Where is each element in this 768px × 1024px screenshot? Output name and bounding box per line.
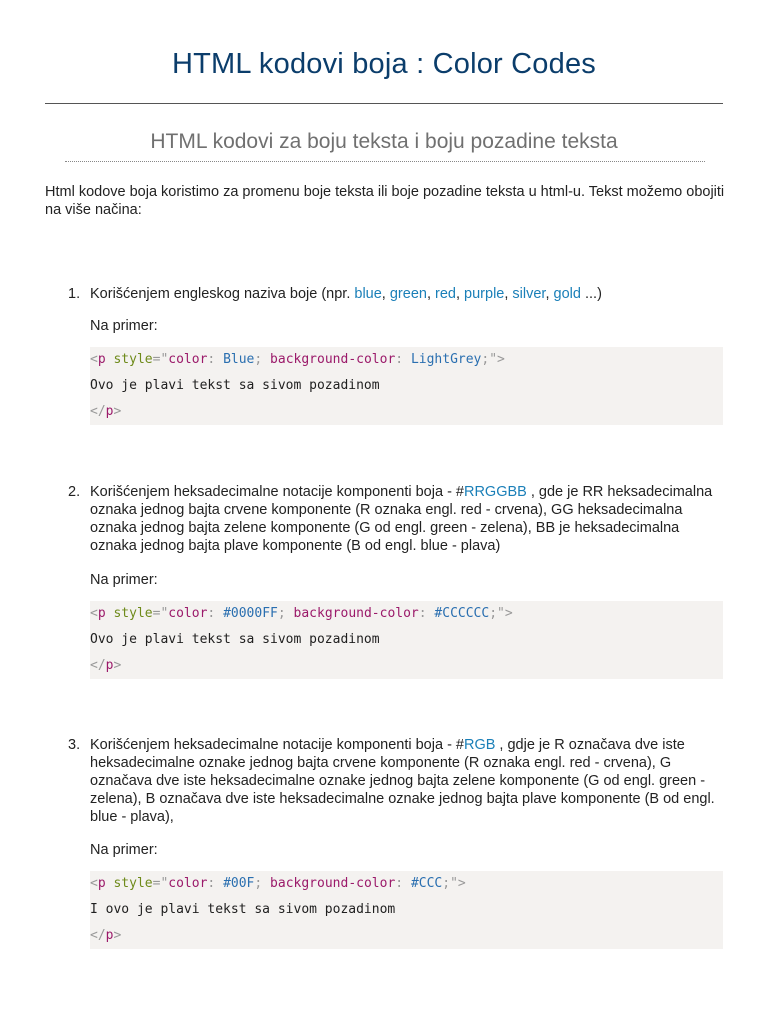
page-title: HTML kodovi boja : Color Codes	[172, 48, 596, 80]
code-block	[90, 871, 723, 949]
code-line-open: <p style="color: Blue; background-color: LightGrey;">	[90, 352, 505, 367]
item-1-text-after: ...)	[580, 286, 602, 302]
color-link-gold[interactable]: gold	[553, 286, 581, 302]
intro-paragraph: Html kodove boja koristimo za promenu boje teksta ili boje pozadine teksta u html-u. Tekst možemo obojiti na više načina:	[45, 184, 725, 218]
color-link-blue[interactable]: blue	[354, 286, 382, 302]
item-1-number: 1.	[68, 286, 81, 302]
code-block	[90, 347, 723, 425]
code-line-close: </p>	[90, 658, 122, 673]
list-item-3	[68, 736, 724, 949]
list-item-2	[68, 483, 724, 679]
item-1-text-before: Korišćenjem engleskog naziva boje (npr.	[90, 286, 355, 302]
code-line-content: I ovo je plavi tekst sa sivom pozadinom	[90, 902, 396, 917]
example-label: Na primer:	[90, 842, 158, 858]
item-2-text	[68, 483, 724, 555]
section-divider	[65, 161, 705, 162]
code-line-content: Ovo je plavi tekst sa sivom pozadinom	[90, 378, 380, 393]
item-2-text-after: , gde je RR heksadecimalna oznaka jednog bajta crvene komponente (R oznaka engl. red - crvena), GG heksadecimalna oznaka jednog bajta zelene komponente (G od engl. green - zelena), BB je heksadecimalna oznaka jednog bajta plave komponente (B od engl. blue - plava)	[90, 484, 713, 554]
item-3-number: 3.	[68, 737, 81, 753]
color-link-silver[interactable]: silver	[512, 286, 546, 302]
color-link-green[interactable]: green	[389, 286, 427, 302]
item-3-text-before: Korišćenjem heksadecimalne notacije komponenti boja - #	[90, 737, 464, 753]
code-line-close: </p>	[90, 404, 122, 419]
notation-link-rrggbb[interactable]: RRGGBB	[463, 484, 527, 500]
item-2-text-before: Korišćenjem heksadecimalne notacije komponenti boja - #	[90, 484, 464, 500]
color-link-purple[interactable]: purple	[464, 286, 505, 302]
item-3-text	[68, 736, 724, 826]
code-line-open: <p style="color: #00F; background-color: #CCC;">	[90, 876, 466, 891]
code-line-content: Ovo je plavi tekst sa sivom pozadinom	[90, 632, 380, 647]
notation-link-rgb[interactable]: RGB	[463, 737, 496, 753]
code-block	[90, 601, 723, 679]
title-divider	[45, 103, 723, 104]
example-label: Na primer:	[90, 572, 158, 588]
section-title: HTML kodovi za boju teksta i boju pozadine teksta	[150, 130, 618, 153]
list-item-1	[68, 285, 724, 425]
code-line-close: </p>	[90, 928, 122, 943]
item-2-number: 2.	[68, 484, 81, 500]
item-1-text: 1. Korišćenjem engleskog naziva boje (npr. blue, green, red, purple, silver, gold ...)	[68, 286, 602, 302]
code-line-open: <p style="color: #0000FF; background-color: #CCCCCC;">	[90, 606, 513, 621]
item-3-text-after: , gdje je R označava dve iste heksadecimalne oznake jednog bajta crvene komponente (R oznaka engl. red - crvena), G označava dve iste heksadecimalne oznake jednog bajta zelene komponente (G od engl. green - zelena), B označava dve iste heksadecimalne oznake jednog bajta plave komponente (B od engl. blue - plava),	[90, 737, 715, 825]
color-link-red[interactable]: red	[435, 286, 456, 302]
example-label: Na primer:	[90, 318, 158, 334]
